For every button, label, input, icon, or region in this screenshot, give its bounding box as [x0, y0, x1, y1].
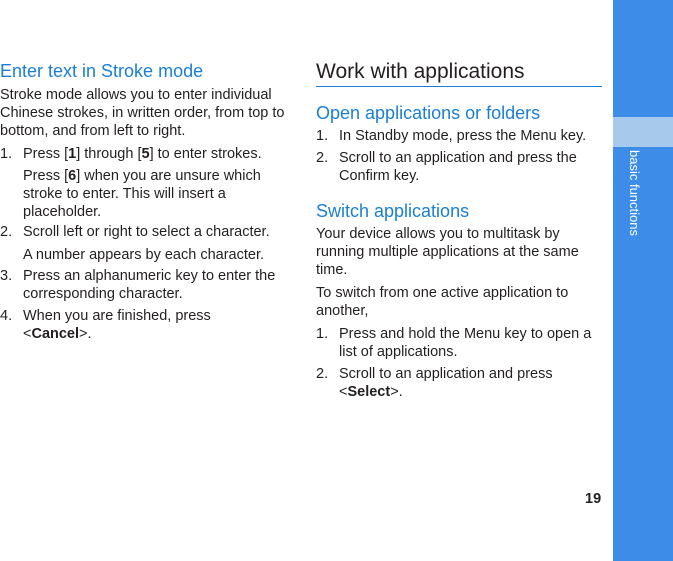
step-note: A number appears by each character.: [23, 247, 265, 263]
page-number: 19: [585, 491, 602, 507]
step-text: Scroll to an application and press the Confirm key.: [339, 150, 577, 184]
chapter-tab-marker: [613, 117, 673, 147]
title-divider: [316, 86, 602, 87]
chapter-label: basic functions: [627, 150, 642, 236]
step-text: Press and hold the Menu key to open a list of applications.: [339, 326, 592, 360]
step-text: Scroll to an application and press <Select>.: [339, 366, 553, 400]
key-5: 5: [141, 146, 150, 162]
page-title: Work with applications: [316, 60, 525, 83]
stroke-mode-intro: Stroke mode allows you to enter individual Chinese strokes, in written order, from top to bottom, and from left to right.: [0, 87, 285, 139]
cancel-softkey: Cancel: [31, 326, 80, 342]
step-number: 2.: [0, 224, 13, 240]
step-number: 1.: [316, 326, 329, 342]
step-number: 2.: [316, 150, 329, 166]
switch-apps-intro: Your device allows you to multitask by running multiple applications at the same time.: [316, 226, 579, 278]
step-number: 1.: [0, 146, 13, 162]
step-text: Scroll left or right to select a character.: [23, 224, 270, 240]
switch-apps-intro-2: To switch from one active application to another,: [316, 285, 569, 319]
select-softkey: Select: [347, 384, 391, 400]
step-text: In Standby mode, press the Menu key.: [339, 128, 587, 144]
key-6: 6: [68, 168, 77, 184]
stroke-mode-heading: Enter text in Stroke mode: [0, 61, 204, 81]
step-number: 4.: [0, 308, 13, 324]
step-text: Press [1] through [5] to enter strokes.: [23, 146, 262, 162]
step-number: 1.: [316, 128, 329, 144]
step-note: Press [6] when you are unsure which stroke to enter. This will insert a placeholder.: [23, 168, 261, 220]
step-text: Press an alphanumeric key to enter the corresponding character.: [23, 268, 276, 302]
key-1: 1: [68, 146, 77, 162]
step-text: When you are finished, press <Cancel>.: [23, 308, 211, 342]
step-number: 3.: [0, 268, 13, 284]
step-number: 2.: [316, 366, 329, 382]
chapter-sidebar: [613, 0, 673, 561]
open-apps-heading: Open applications or folders: [316, 103, 541, 123]
switch-apps-heading: Switch applications: [316, 201, 470, 221]
